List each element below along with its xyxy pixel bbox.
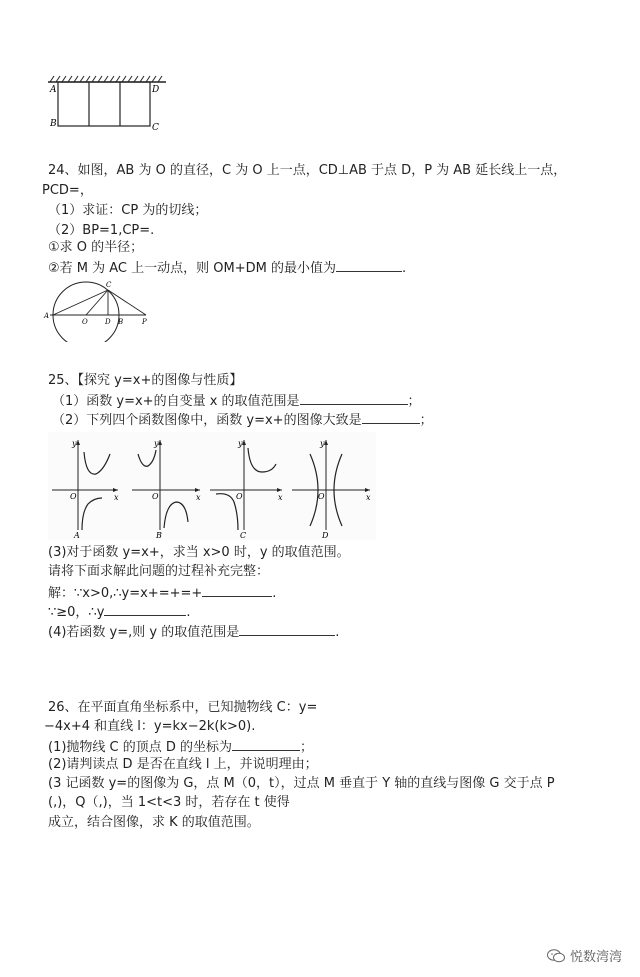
q25-p2-blank[interactable] <box>362 411 420 424</box>
q25-sol-text: 解：∵x>0,∴y=x+=+=+ <box>48 586 203 601</box>
graph-c-o: O <box>236 492 243 501</box>
graph-c-label: C <box>240 531 247 540</box>
q24-sub2-end: . <box>401 261 407 276</box>
q25-sol2-text: ∵≥0，∴y <box>48 605 105 620</box>
q24-line-1: 24、如图，AB 为 O 的直径，C 为 O 上一点，CD⊥AB 于点 D，P 为 AB 延长线上一点， <box>48 163 567 178</box>
q25-part-1 <box>52 392 421 410</box>
q24-line-3: （1）求证：CP 为的切线； <box>48 203 208 218</box>
q24-line-2: PCD=， <box>42 183 93 198</box>
q26-line-2: −4x+4 和直线 l：y=kx−2k(k>0). <box>44 719 256 734</box>
q26-line-1: 26、在平面直角坐标系中，已知抛物线 C：y= <box>48 700 318 715</box>
wechat-logo-icon <box>547 949 565 963</box>
q25-sol-end: . <box>272 586 277 601</box>
graph-d-o: O <box>318 492 325 501</box>
graph-a-y: y <box>72 439 77 448</box>
graph-a-x: x <box>114 493 119 502</box>
graph-b-x: x <box>196 493 201 502</box>
graph-b-label: B <box>156 531 162 540</box>
q25-part-2 <box>52 411 433 429</box>
q25-sol2-end: . <box>186 605 191 620</box>
q25-p2-text: （2）下列四个函数图像中，函数 y=x+的图像大致是 <box>52 413 362 428</box>
q25-part-4 <box>48 623 339 641</box>
q24-line-6 <box>48 259 406 277</box>
graph-b-o: O <box>152 492 159 501</box>
q25-sol-blank[interactable] <box>202 584 272 597</box>
graph-d-y: y <box>320 439 325 448</box>
q26-part-3-line-2: (,)，Q（,)，当 1<t<3 时，若存在 t 使得 <box>48 795 290 810</box>
q24-line-5: ①求 O 的半径； <box>48 240 144 255</box>
q24-answer-blank[interactable] <box>336 259 402 272</box>
rectangle-ceiling-figure <box>44 74 170 134</box>
graph-d-x: x <box>366 493 371 502</box>
q25-title: 25、【探究 y=x+的图像与性质】 <box>48 373 243 388</box>
q25-graphs <box>48 432 376 540</box>
fig-label-b: B <box>50 119 57 129</box>
watermark-text: 悦数湾湾 <box>569 950 622 965</box>
q24-fig-label-c: C <box>106 281 112 289</box>
q25-p1-end: ； <box>407 394 421 409</box>
q24-fig-label-o: O <box>82 318 88 326</box>
q25-p4-text: (4)若函数 y=,则 y 的取值范围是 <box>48 625 240 640</box>
fig-label-c: C <box>152 123 159 133</box>
q26-p1-text: (1)抛物线 C 的顶点 D 的坐标为 <box>48 740 233 755</box>
q26-part-3: (3 记函数 y=的图像为 G，点 M（0，t），过点 M 垂直于 Y 轴的直线与图像 G 交于点 P <box>48 776 555 791</box>
fig-label-a: A <box>50 85 57 95</box>
q25-p4-blank[interactable] <box>239 623 335 636</box>
q24-fig-label-a: A <box>44 312 50 320</box>
watermark <box>547 946 622 965</box>
q26-part-1 <box>48 738 313 756</box>
fig-label-d: D <box>152 85 160 95</box>
q24-fig-label-d: D <box>105 318 111 326</box>
q26-p1-end: ； <box>300 740 314 755</box>
q25-part-3-instruction: 请将下面求解此问题的过程补充完整： <box>48 564 270 579</box>
graph-a-label: A <box>74 531 80 540</box>
q25-sol2-blank[interactable] <box>104 603 186 616</box>
graph-c-x: x <box>278 493 283 502</box>
q26-part-2: (2)请判读点 D 是否在直线 l 上，并说明理由； <box>48 757 318 772</box>
q25-part-3: (3)对于函数 y=x+，求当 x>0 时，y 的取值范围。 <box>48 545 350 560</box>
q26-part-3-line-3: 成立，结合图像，求 K 的取值范围。 <box>48 815 260 830</box>
circle-tangent-figure <box>42 280 172 342</box>
graph-b-y: y <box>154 439 159 448</box>
q24-fig-label-p: P <box>142 318 147 326</box>
q25-p1-text: （1）函数 y=x+的自变量 x 的取值范围是 <box>52 394 300 409</box>
q25-p1-blank[interactable] <box>300 392 408 405</box>
graph-c-y: y <box>238 439 243 448</box>
q25-p2-end: ； <box>419 413 433 428</box>
q24-fig-label-b: B <box>118 318 124 326</box>
q26-p1-blank[interactable] <box>232 738 300 751</box>
q25-solution-2 <box>48 603 191 621</box>
q24-sub2-text: ②若 M 为 AC 上一动点，则 OM+DM 的最小值为 <box>48 261 336 276</box>
q25-solution-1 <box>48 584 276 602</box>
graph-a-o: O <box>70 492 77 501</box>
q24-line-4: （2）BP=1,CP=. <box>48 223 155 238</box>
q25-p4-end: . <box>335 625 340 640</box>
graph-d-label: D <box>322 531 329 540</box>
